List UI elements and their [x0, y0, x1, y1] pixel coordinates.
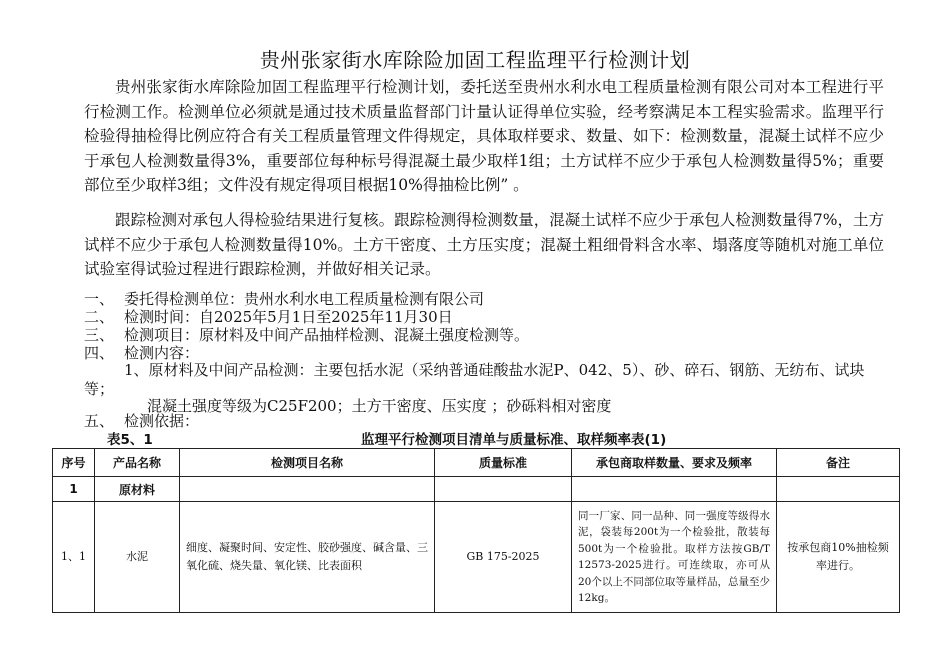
section-no: 1 — [53, 477, 95, 502]
header-remarks: 备注 — [777, 449, 900, 477]
header-test-items: 检测项目名称 — [180, 449, 435, 477]
list-item-test-projects — [84, 326, 529, 345]
tracking-paragraph: 跟踪检测对承包人得检验结果进行复核。跟踪检测得检测数量，混凝土试样不应少于承包人检测数量得7%，土方试样不应少于承包人检测数量得10%。土方干密度、土方压实度；混凝土粗细骨料含水率、塌落度等随机对施工单位试验室得试验过程进行跟踪检测，并做好相关记录。 — [84, 211, 884, 278]
sub-item-line-2: 等； — [84, 380, 115, 398]
intro-paragraph: 贵州张家街水库除险加固工程监理平行检测计划，委托送至贵州水利水电工程质量检测有限公司对本工程进行平行检测工作。检测单位必须就是通过技术质量监督部门计量认证得单位实验，经考察满足本工程实验需求。监理平行检验得抽检得比例应符合有关工程质量管理文件得规定，具体取样要求、数量、如下：检测数量，混凝土试样不应少于承包人检测数量得3%，重要部位每种标号得混凝土最少取样1组；土方试样不应少于承包人检测数量得5%；重要部位至少取样3组；文件没有规定得项目根据10%得抽检比例” 。 — [84, 78, 884, 194]
list-text: 检测时间：自2025年5月1日至2025年11月30日 — [124, 308, 453, 326]
list-text: 检测内容： — [124, 344, 200, 362]
empty-cell — [435, 477, 572, 502]
row-product-name: 水泥 — [95, 502, 180, 613]
table-section-row — [53, 477, 900, 502]
header-no: 序号 — [53, 449, 95, 477]
empty-cell — [180, 477, 435, 502]
row-no: 1、1 — [53, 502, 95, 613]
page-title: 贵州张家街水库除险加固工程监理平行检测计划 — [259, 48, 691, 72]
list-number: 三、 — [84, 326, 115, 344]
row-remarks: 按承包商10%抽检频率进行。 — [777, 502, 900, 613]
list-item-test-period — [84, 308, 453, 327]
section-name: 原材料 — [95, 477, 180, 502]
table-label: 表5、1 — [107, 432, 153, 448]
row-test-items: 细度、凝聚时间、安定性、胶砂强度、碱含量、三氧化硫、烧失量、氧化镁、比表面积 — [180, 502, 435, 613]
inspection-table — [52, 448, 900, 613]
header-sampling-requirement: 承包商取样数量、要求及频率 — [572, 449, 777, 477]
table-row — [53, 502, 900, 613]
sub-item-line-3: 混凝土强度等级为C25F200；土方干密度、压实度 ；砂砾料相对密度 — [147, 397, 612, 415]
table-caption: 监理平行检测项目清单与质量标准、取样频率表(1) — [361, 432, 667, 448]
list-number: 二、 — [84, 308, 115, 326]
list-number: 五、 — [84, 412, 115, 430]
sub-item-line-1: 1、原材料及中间产品检测：主要包括水泥（采纳普通硅酸盐水泥P、042、5）、砂、碎石、钢筋、无纺布、试块 — [124, 361, 865, 379]
row-quality-standard: GB 175-2025 — [435, 502, 572, 613]
list-text: 检测依据： — [124, 412, 200, 430]
empty-cell — [572, 477, 777, 502]
list-text: 检测项目：原材料及中间产品抽样检测、混凝土强度检测等。 — [124, 326, 530, 344]
list-number: 一、 — [84, 290, 115, 308]
header-product-name: 产品名称 — [95, 449, 180, 477]
empty-cell — [777, 477, 900, 502]
header-quality-standard: 质量标准 — [435, 449, 572, 477]
list-item-entrusted-unit — [84, 290, 484, 309]
row-sampling-requirement: 同一厂家、同一品种、同一强度等级得水泥，袋装每200t为一个检验批，散装每500t为一个检验批。取样方法按GB/T 12573-2025进行。可连续取，亦可从20个以上不同部位取等量样品，总量至少12kg。 — [572, 502, 777, 613]
list-text: 委托得检测单位：贵州水利水电工程质量检测有限公司 — [124, 290, 485, 308]
list-number: 四、 — [84, 344, 115, 362]
table-header-row — [53, 449, 900, 477]
